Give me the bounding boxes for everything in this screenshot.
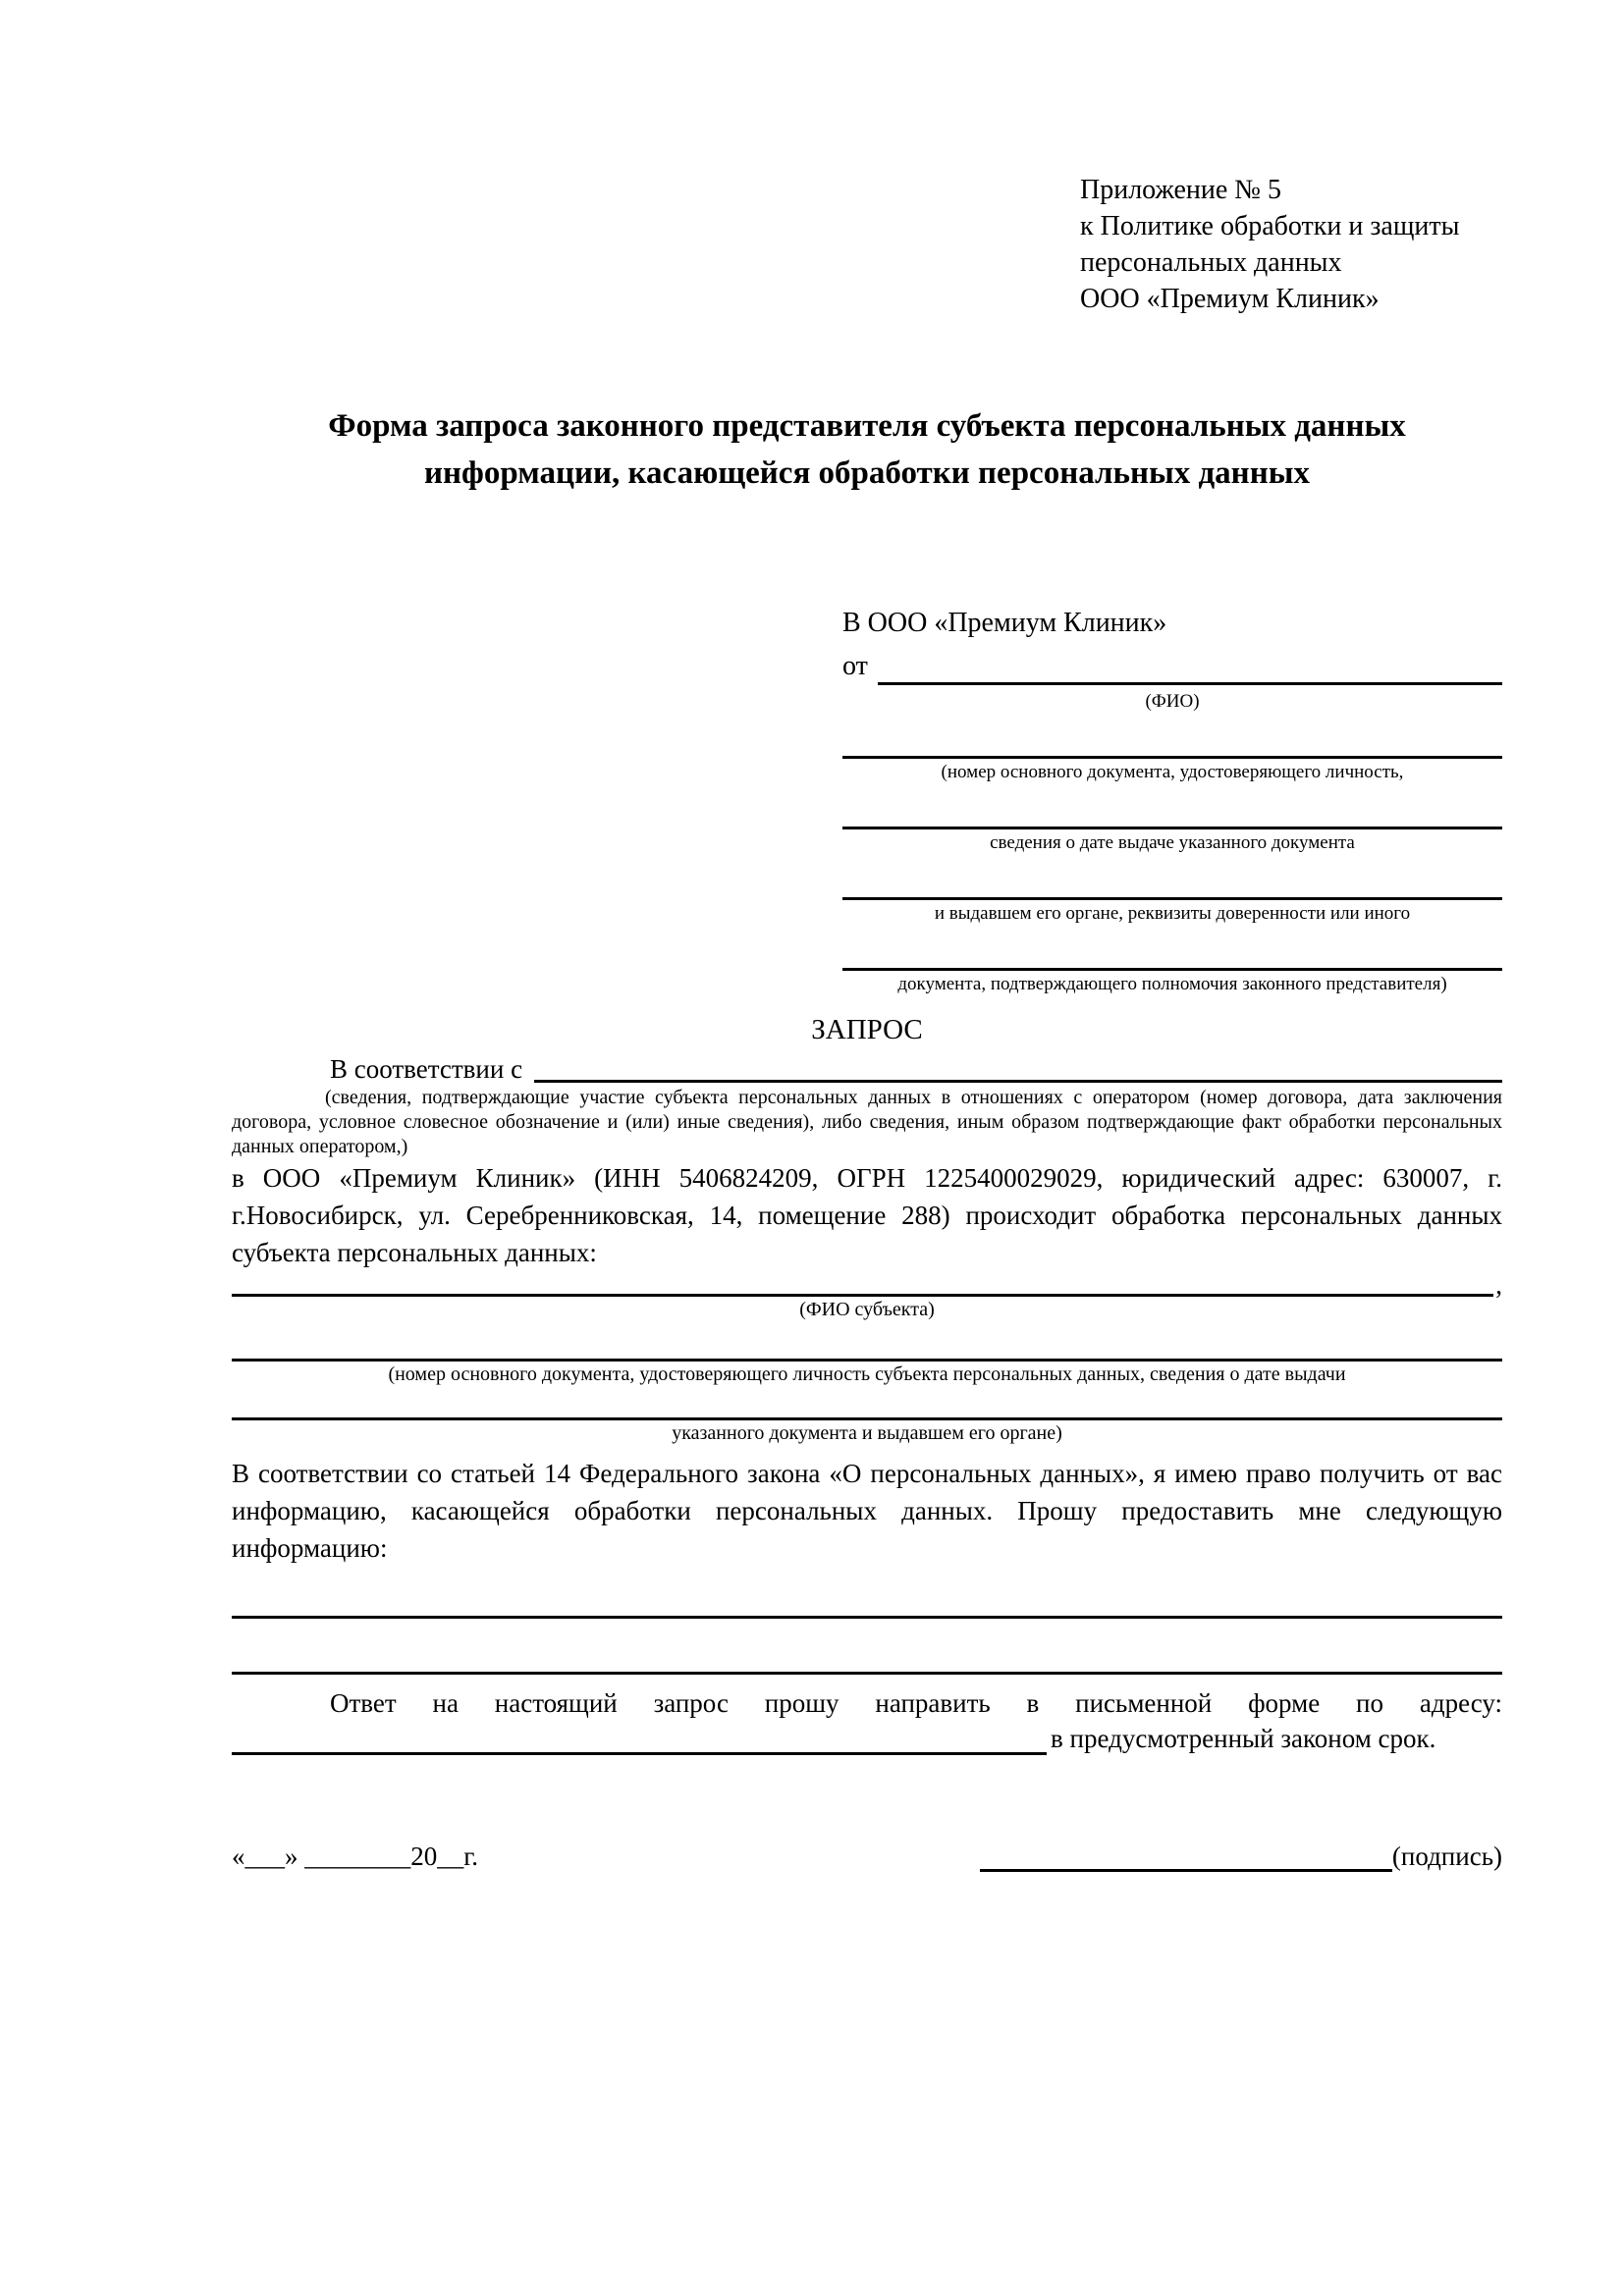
- answer-address-row: [232, 1722, 1502, 1755]
- form-title: Форма запроса законного представителя субъекта персональных данных информации, касающейся обработки персональных данных: [328, 408, 1406, 491]
- basis-row: [232, 1052, 1502, 1086]
- subject-fio-caption: (ФИО субъекта): [799, 1299, 935, 1320]
- from-label: от: [842, 651, 868, 681]
- fio-caption: (ФИО): [1145, 691, 1200, 712]
- operator-paragraph: в ООО «Премиум Клиник» (ИНН 5406824209, ОГРН 1225400029029, юридический адрес: 630007, г. г.Новосибирск, ул. Серебренниковская, 14, помещение 288) происходит обработка персональных данных субъекта персональных данных:: [232, 1163, 1502, 1267]
- ref-line-1: Приложение № 5: [1080, 175, 1281, 205]
- doc-line-caption-2: сведения о дате выдаче указанного документа: [990, 832, 1355, 853]
- doc-line-caption-4: документа, подтверждающего полномочия законного представителя): [897, 974, 1447, 994]
- appendix-reference: [1080, 172, 1459, 317]
- doc-fill-line-3[interactable]: [842, 856, 1502, 900]
- subject-comma: ,: [1495, 1270, 1502, 1300]
- subject-doc-fill-line-1[interactable]: [232, 1323, 1502, 1362]
- subject-fio-row: [232, 1270, 1502, 1300]
- request-body: [232, 1009, 1502, 1872]
- subject-fio-fill-line[interactable]: [232, 1268, 1493, 1297]
- info-fill-line-2[interactable]: [232, 1619, 1502, 1675]
- answer-suffix: в предусмотренный законом срок.: [1051, 1724, 1436, 1753]
- doc-fill-line-4[interactable]: [842, 927, 1502, 971]
- signature-caption: (подпись): [1391, 1842, 1502, 1871]
- ref-line-4: ООО «Премиум Клиник»: [1080, 284, 1380, 314]
- doc-line-caption-1: (номер основного документа, удостоверяющего личность,: [941, 762, 1404, 782]
- basis-fill-line[interactable]: [534, 1052, 1502, 1083]
- signature-group: [980, 1842, 1502, 1872]
- address-fill-line[interactable]: [232, 1725, 1047, 1755]
- doc-fill-line-2[interactable]: [842, 785, 1502, 829]
- request-heading: ЗАПРОС: [811, 1014, 923, 1045]
- subject-doc-caption-1: (номер основного документа, удостоверяющего личность субъекта персональных данных, сведения о дате выдачи: [388, 1363, 1346, 1385]
- basis-caption: (сведения, подтверждающие участие субъекта персональных данных в отношениях с оператором (номер договора, дата заключения договора, условное словесное обозначение и (или) иные сведения), либо сведения, иным образом подтверждающие факт обработки персональных данных оператором,): [232, 1087, 1502, 1157]
- signature-fill-line[interactable]: [980, 1843, 1392, 1872]
- answer-paragraph: Ответ на настоящий запрос прошу направить в письменной форме по адресу:: [330, 1688, 1502, 1718]
- ref-line-3: персональных данных: [1080, 247, 1342, 278]
- doc-fill-line-1[interactable]: [842, 715, 1502, 759]
- addressee-to: В ООО «Премиум Клиник»: [842, 608, 1167, 638]
- subject-doc-caption-2: указанного документа и выдавшем его органе): [672, 1422, 1062, 1444]
- footer-row: [232, 1842, 1502, 1872]
- basis-label: В соответствии с: [330, 1054, 523, 1084]
- addressee-from-row: [842, 647, 1502, 688]
- fio-fill-line[interactable]: [878, 647, 1502, 685]
- ref-line-2: к Политике обработки и защиты: [1080, 211, 1460, 241]
- info-fill-line-1[interactable]: [232, 1567, 1502, 1619]
- doc-line-caption-3: и выдавшем его органе, реквизиты доверенности или иного: [934, 903, 1411, 924]
- law-paragraph: В соответствии со статьей 14 Федерального закона «О персональных данных», я имею право получить от вас информацию, касающейся обработки персональных данных. Прошу предоставить мне следующую информацию:: [232, 1459, 1502, 1563]
- addressee-block: [842, 600, 1502, 997]
- date-line[interactable]: «___» ________20__г.: [232, 1842, 479, 1871]
- subject-doc-fill-line-2[interactable]: [232, 1388, 1502, 1420]
